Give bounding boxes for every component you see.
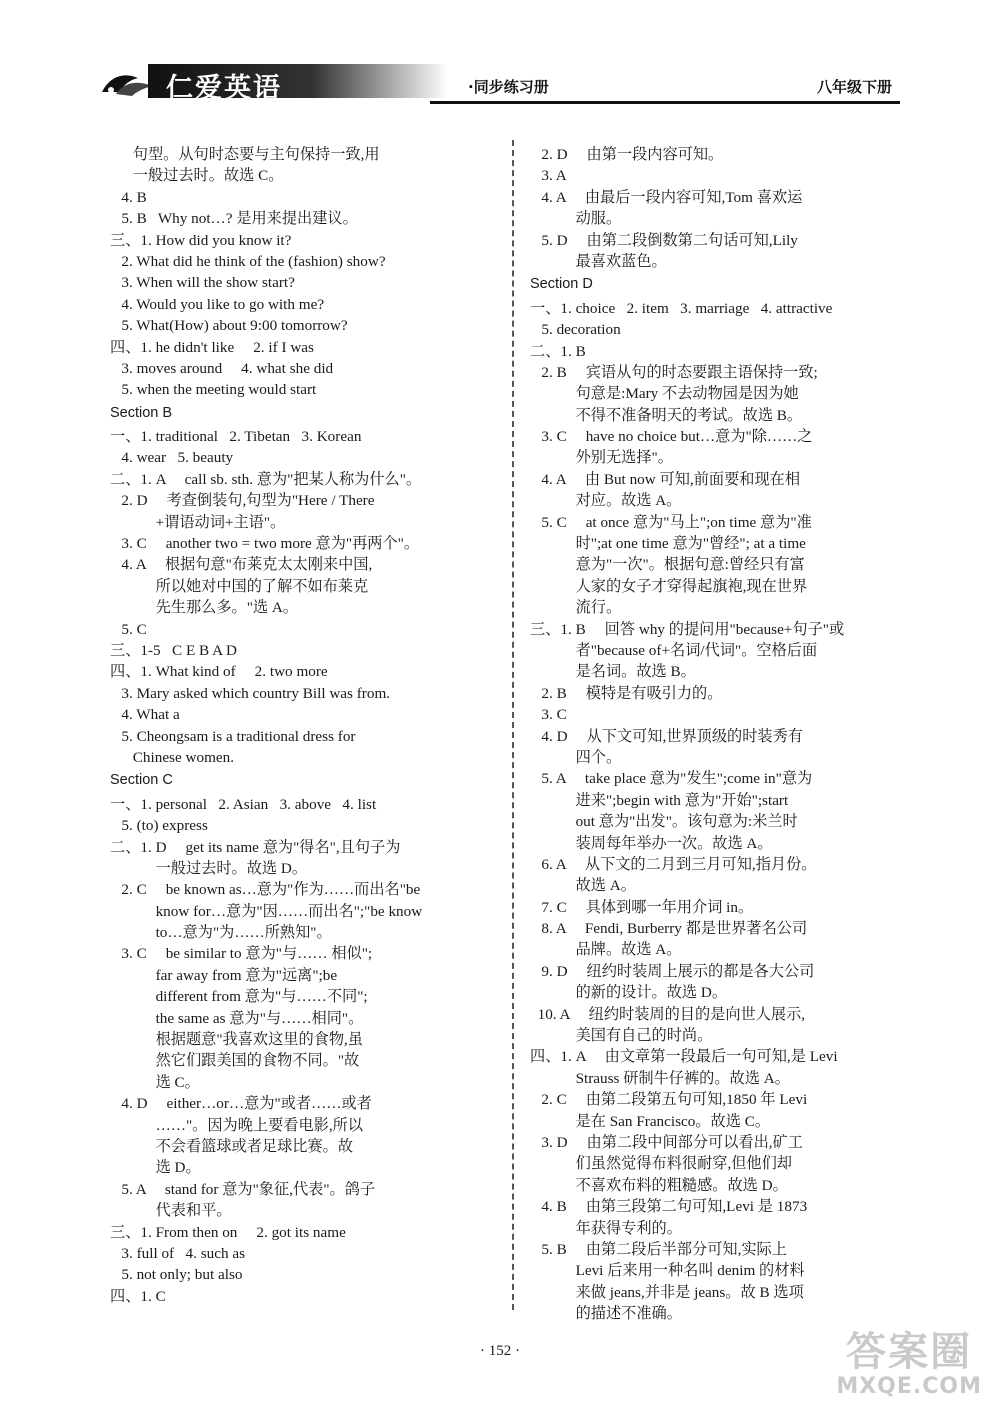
- answer-line: 一、1. choice 2. item 3. marriage 4. attractive: [530, 299, 833, 317]
- answer-line: 者"because of+名词/代词"。空格后面: [530, 641, 818, 659]
- answer-line: 流行。: [530, 599, 622, 617]
- answer-line: 四、1. he didn't like 2. if I was: [110, 338, 314, 356]
- page-header: [100, 62, 900, 102]
- answer-line: 9. D 纽约时装周上展示的都是各大公司: [530, 962, 815, 980]
- answer-line: 四、1. C: [110, 1287, 166, 1305]
- answer-line: 然它们跟美国的食物不同。"故: [110, 1052, 360, 1070]
- answer-line: 先生那么多。"选 A。: [110, 599, 299, 617]
- answer-line: 5. C: [110, 620, 147, 638]
- answer-line: 动服。: [530, 210, 622, 228]
- answer-line: different from 意为"与……不同";: [110, 988, 368, 1006]
- answer-line: 3. C have no choice but…意为"除……之: [530, 428, 813, 446]
- answer-line: 4. What a: [110, 706, 180, 724]
- header-rule: [430, 101, 900, 104]
- answer-line: 三、1-5 C E B A D: [110, 641, 237, 659]
- answer-line: 4. D either…or…意为"或者……或者: [110, 1095, 372, 1113]
- answer-line: 5. decoration: [530, 321, 621, 339]
- answer-line: 四个。: [530, 748, 622, 766]
- answer-line: 时";at one time 意为"曾经"; at a time: [530, 535, 806, 553]
- answer-line: 6. A 从下文的二月到三月可知,指月份。: [530, 855, 817, 873]
- answer-line: 2. What did he think of the (fashion) show?: [110, 252, 386, 270]
- answer-line: 故选 A。: [530, 877, 636, 895]
- section-heading: Section D: [530, 276, 593, 293]
- answer-line: 二、1. D get its name 意为"得名",且句子为: [110, 838, 401, 856]
- answer-line: 5. What(How) about 9:00 tomorrow?: [110, 317, 348, 335]
- answer-line: 句意是:Mary 不去动物园是因为她: [530, 385, 799, 403]
- left-column: [110, 144, 492, 1307]
- answer-line: 意为"一次"。根据句意:曾经只有富: [530, 556, 805, 574]
- answer-line: 来做 jeans,并非是 jeans。故 B 选项: [530, 1283, 804, 1301]
- answer-line: 不得不准备明天的考试。故选 B。: [530, 406, 803, 424]
- section-heading: Section C: [110, 772, 173, 789]
- answer-line: 4. A 由最后一段内容可知,Tom 喜欢运: [530, 188, 803, 206]
- answer-line: 4. A 根据句意"布莱克太太刚来中国,: [110, 556, 373, 574]
- answer-line: 装周每年举办一次。故选 A。: [530, 834, 773, 852]
- answer-line: Levi 后来用一种名叫 denim 的材料: [530, 1262, 805, 1280]
- answer-line: Strauss 研制牛仔裤的。故选 A。: [530, 1069, 790, 1087]
- answer-line: 5. D 由第二段倒数第二句话可知,Lily: [530, 231, 798, 249]
- answer-line: Chinese women.: [110, 748, 235, 766]
- answer-line: 5. A stand for 意为"象征,代表"。鸽子: [110, 1180, 376, 1198]
- answer-line: 10. A 纽约时装周的目的是向世人展示,: [530, 1005, 806, 1023]
- answer-line: 四、1. What kind of 2. two more: [110, 663, 328, 681]
- answer-line: 的描述不准确。: [530, 1305, 682, 1323]
- answer-line: 三、1. How did you know it?: [110, 231, 292, 249]
- answer-line: 2. B 模特是有吸引力的。: [530, 684, 723, 702]
- answer-line: to…意为"为……所熟知"。: [110, 924, 332, 942]
- answer-line: 四、1. A 由文章第一段最后一句可知,是 Levi: [530, 1048, 838, 1066]
- answer-line: the same as 意为"与……相同"。: [110, 1009, 364, 1027]
- answer-line: know for…意为"因……而出名";"be know: [110, 902, 423, 920]
- answer-line: 7. C 具体到哪一年用介词 in。: [530, 898, 754, 916]
- answer-line: 3. D 由第二段中间部分可以看出,矿工: [530, 1133, 803, 1151]
- answer-line: 4. B 由第三段第二句可知,Levi 是 1873: [530, 1198, 808, 1216]
- answer-line: 5. B Why not…? 是用来提出建议。: [110, 210, 358, 228]
- answer-line: 5. when the meeting would start: [110, 381, 317, 399]
- answer-line: 的新的设计。故选 D。: [530, 984, 728, 1002]
- answer-line: 二、1. A call sb. sth. 意为"把某人称为什么"。: [110, 470, 422, 488]
- answer-line: 美国有自己的时尚。: [530, 1027, 713, 1045]
- answer-line: 3. full of 4. such as: [110, 1244, 245, 1262]
- answer-line: 选 C。: [110, 1073, 200, 1091]
- answer-line: 8. A Fendi, Burberry 都是世界著名公司: [530, 920, 808, 938]
- grade-label: 八年级下册: [816, 78, 892, 96]
- answer-line: 人家的女子才穿得起旗袍,现在世界: [530, 577, 808, 595]
- answer-line: 二、1. B: [530, 342, 586, 360]
- answer-line: 句型。从句时态要与主句保持一致,用: [110, 146, 380, 163]
- answer-line: 不喜欢布料的粗糙感。故选 D。: [530, 1176, 788, 1194]
- column-divider: [512, 140, 514, 1310]
- answer-line: 所以她对中国的了解不如布莱克: [110, 577, 369, 595]
- answer-line: 3. When will the show start?: [110, 274, 295, 292]
- logo-icon: [100, 70, 154, 100]
- answer-line: 2. C 由第二段第五句可知,1850 年 Levi: [530, 1091, 808, 1109]
- watermark-logo: [836, 1330, 982, 1399]
- answer-line: 一、1. traditional 2. Tibetan 3. Korean: [110, 428, 362, 446]
- answer-line: 4. B: [110, 188, 147, 206]
- answer-line: 3. C: [530, 706, 567, 724]
- answer-line: 三、1. From then on 2. got its name: [110, 1223, 346, 1241]
- answer-line: 4. D 从下文可知,世界顶级的时装秀有: [530, 727, 803, 745]
- answer-line: 代表和平。: [110, 1202, 232, 1220]
- watermark-url: MXQE.COM: [836, 1374, 982, 1399]
- answer-line: out 意为"出发"。该句意为:米兰时: [530, 813, 798, 831]
- answer-line: 2. C be known as…意为"作为……而出名"be: [110, 881, 421, 899]
- answer-line: 5. not only; but also: [110, 1266, 243, 1284]
- right-column: [530, 144, 915, 1324]
- answer-line: 一般过去时。故选 D。: [110, 859, 308, 877]
- answer-line: 3. A: [530, 167, 567, 185]
- answer-line: 5. B 由第二段后半部分可知,实际上: [530, 1240, 787, 1258]
- answer-line: 3. C another two = two more 意为"再两个"。: [110, 535, 420, 553]
- answer-line: 3. moves around 4. what she did: [110, 359, 334, 377]
- brand-title: 仁爱英语: [166, 73, 282, 104]
- answer-line: 2. B 宾语从句的时态要跟主语保持一致;: [530, 363, 818, 381]
- series-title: ·同步练习册: [468, 78, 549, 96]
- page-number: · 152 ·: [480, 1343, 520, 1359]
- answer-line: 外别无选择"。: [530, 449, 673, 467]
- answer-line: 们虽然觉得布料很耐穿,但他们却: [530, 1155, 792, 1173]
- answer-line: 2. D 考查倒装句,句型为"Here / There: [110, 492, 375, 510]
- answer-line: 选 D。: [110, 1159, 201, 1177]
- answer-line: 对应。故选 A。: [530, 492, 682, 510]
- answer-line: +谓语动词+主语"。: [110, 513, 286, 531]
- section-heading: Section B: [110, 404, 173, 421]
- answer-line: 3. C be similar to 意为"与…… 相似";: [110, 945, 373, 963]
- answer-line: 2. D 由第一段内容可知。: [530, 146, 724, 163]
- answer-line: 4. Would you like to go with me?: [110, 295, 325, 313]
- answer-line: 5. A take place 意为"发生";come in"意为: [530, 770, 813, 788]
- answer-line: 5. C at once 意为"马上";on time 意为"准: [530, 513, 812, 531]
- answer-line: 三、1. B 回答 why 的提问用"because+句子"或: [530, 620, 845, 638]
- answer-line: 5. (to) express: [110, 817, 208, 835]
- answer-line: 不会看篮球或者足球比赛。故: [110, 1137, 353, 1155]
- watermark-text: 答案圈: [846, 1329, 973, 1375]
- answer-line: ……"。因为晚上要看电影,所以: [110, 1116, 363, 1134]
- answer-line: 3. Mary asked which country Bill was from.: [110, 684, 391, 702]
- answer-line: 是名词。故选 B。: [530, 663, 696, 681]
- answer-line: 一、1. personal 2. Asian 3. above 4. list: [110, 795, 377, 813]
- answer-line: 年获得专利的。: [530, 1219, 682, 1237]
- answer-line: 4. wear 5. beauty: [110, 449, 234, 467]
- answer-line: far away from 意为"远离";be: [110, 966, 338, 984]
- answer-line: 品牌。故选 A。: [530, 941, 682, 959]
- answer-line: 最喜欢蓝色。: [530, 252, 667, 270]
- answer-line: 4. A 由 But now 可知,前面要和现在相: [530, 470, 801, 488]
- answer-line: 是在 San Francisco。故选 C。: [530, 1112, 771, 1130]
- answer-line: 5. Cheongsam is a traditional dress for: [110, 727, 356, 745]
- answer-line: 进来";begin with 意为"开始";start: [530, 791, 789, 809]
- answer-line: 一般过去时。故选 C。: [110, 167, 284, 185]
- answer-line: 根据题意"我喜欢这里的食物,虽: [110, 1031, 363, 1049]
